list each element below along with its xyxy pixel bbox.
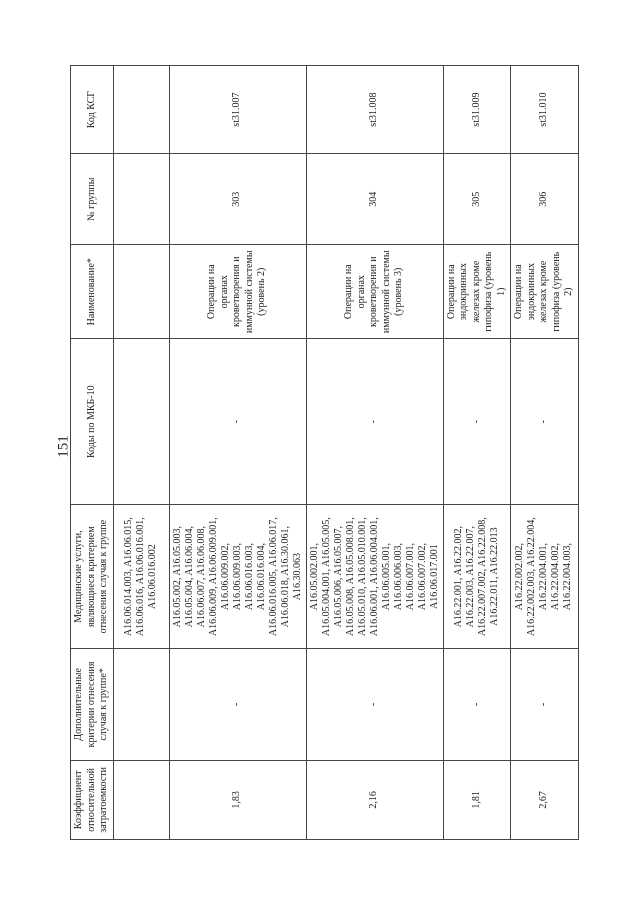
rotated-table-container xyxy=(70,65,578,840)
page-number: 151 xyxy=(55,435,72,458)
cell-code: st31.008 xyxy=(306,66,443,154)
header-code: Код КСГ xyxy=(71,66,114,154)
cell-services: A16.05.002, A16.05.003, A16.05.004, A16.06.004, A16.06.007, A16.06.008, A16.06.009, A16.06.009.001, A16.06.009.002, A16.06.009.003, A16.06.016.003, A16.06.016.004, A16.06.016.005, A16.06.017, A16.06.018, A16.30.061, A16.30.063 xyxy=(169,505,306,649)
cell-group: 304 xyxy=(306,154,443,245)
cell-coef xyxy=(113,760,169,839)
cell-mkb: - xyxy=(443,339,511,505)
header-name: Наименование* xyxy=(71,245,114,339)
cell-name: Операции на органах кроветворения и иммунной системы (уровень 3) xyxy=(306,245,443,339)
cell-name: Операции на эндокринных железах кроме гипофиза (уровень 1) xyxy=(443,245,511,339)
cell-services: A16.22.002.002, A16.22.002.003, A16.22.004, A16.22.004.001, A16.22.004.002, A16.22.004.003, xyxy=(511,505,579,649)
cell-group: 303 xyxy=(169,154,306,245)
table-row xyxy=(113,66,169,840)
header-mkb: Коды по МКБ-10 xyxy=(71,339,114,505)
cell-coef: 2,16 xyxy=(306,760,443,839)
cell-services: A16.22.001, A16.22.002, A16.22.003, A16.22.007, A16.22.007.002, A16.22.008, A16.22.011, A16.22.013 xyxy=(443,505,511,649)
cell-name xyxy=(113,245,169,339)
cell-coef: 1,83 xyxy=(169,760,306,839)
table-header-row xyxy=(71,66,114,840)
cell-coef: 1,81 xyxy=(443,760,511,839)
header-criteria: Дополнительные критерии отнесения случая к группе* xyxy=(71,649,114,761)
cell-criteria: - xyxy=(443,649,511,761)
cell-mkb: - xyxy=(511,339,579,505)
cell-group xyxy=(113,154,169,245)
header-coef: Коэффициент относительной затратоемкости xyxy=(71,760,114,839)
cell-mkb xyxy=(113,339,169,505)
table-row xyxy=(511,66,579,840)
cell-criteria xyxy=(113,649,169,761)
cell-code: st31.007 xyxy=(169,66,306,154)
ksg-table xyxy=(70,65,579,840)
cell-criteria: - xyxy=(306,649,443,761)
cell-criteria: - xyxy=(169,649,306,761)
cell-code: st31.009 xyxy=(443,66,511,154)
cell-code xyxy=(113,66,169,154)
table-row xyxy=(306,66,443,840)
header-services: Медицинские услуги, являющиеся критерием отнесения случая к группе xyxy=(71,505,114,649)
cell-code: st31.010 xyxy=(511,66,579,154)
cell-group: 306 xyxy=(511,154,579,245)
table-row xyxy=(443,66,511,840)
cell-name: Операции на эндокринных железах кроме гипофиза (уровень 2) xyxy=(511,245,579,339)
cell-criteria: - xyxy=(511,649,579,761)
header-group: № группы xyxy=(71,154,114,245)
cell-services: A16.05.002.001, A16.05.004.001, A16.05.005, A16.05.006, A16.05.007, A16.05.008, A16.05.008.001, A16.05.010, A16.05.010.001, A16.06.001, A16.06.004.001, A16.06.005.001, A16.06.006.003, A16.06.007.001, A16.06.007.002, A16.06.017.001 xyxy=(306,505,443,649)
cell-group: 305 xyxy=(443,154,511,245)
cell-mkb: - xyxy=(306,339,443,505)
cell-coef: 2,67 xyxy=(511,760,579,839)
cell-name: Операции на органах кроветворения и иммунной системы (уровень 2) xyxy=(169,245,306,339)
table-row xyxy=(169,66,306,840)
cell-mkb: - xyxy=(169,339,306,505)
cell-services: A16.06.014.003, A16.06.015, A16.06.016, A16.06.016.001, A16.06.016.002 xyxy=(113,505,169,649)
